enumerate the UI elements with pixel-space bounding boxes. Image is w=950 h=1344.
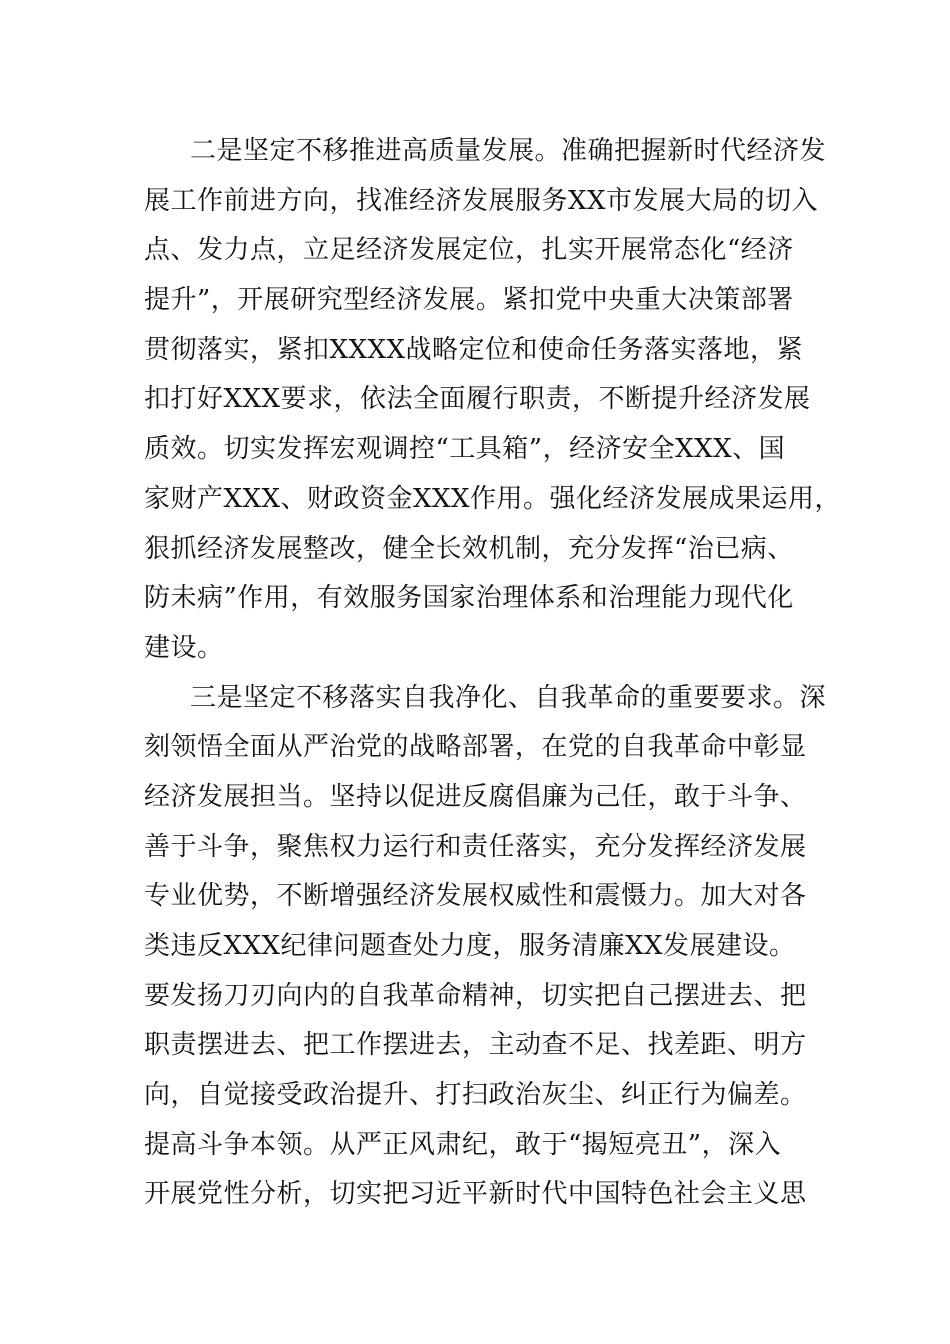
paragraph-2 — [144, 674, 827, 1221]
paragraph-line: 专业优势，不断增强经济发展权威性和震慑力。加大对各 — [144, 881, 807, 912]
paragraph-line: 提高斗争本领。从严正风肃纪，敢于“揭短亮丑”，深入 — [144, 1129, 782, 1160]
document-body — [144, 127, 842, 1220]
paragraph-line: 类违反XXX纪律问题查处力度，服务清廉XX发展建设。 — [144, 931, 796, 961]
paragraph-line: 开展党性分析，切实把习近平新时代中国特色社会主义思 — [144, 1179, 807, 1210]
paragraph-line: 三是坚定不移落实自我净化、自我革命的重要要求。深 — [190, 682, 827, 713]
paragraph-line: 扣打好XXX要求，依法全面履行职责，不断提升经济发展 — [144, 384, 811, 415]
paragraph-line: 家财产XXX、财政资金XXX作用。强化经济发展成果运用， — [144, 483, 842, 514]
paragraph-line: 贯彻落实，紧扣XXXX战略定位和使命任务落实落地，紧 — [144, 334, 804, 365]
paragraph-line: 展工作前进方向，找准经济发展服务XX市发展大局的切入 — [144, 185, 819, 216]
paragraph-line: 二是坚定不移推进高质量发展。准确把握新时代经济发 — [190, 136, 827, 166]
paragraph-line: 防未病”作用，有效服务国家治理体系和治理能力现代化 — [144, 583, 794, 614]
paragraph-1 — [144, 127, 842, 674]
paragraph-line: 质效。切实发挥宏观调控“工具箱”，经济安全XXX、国 — [144, 434, 786, 465]
paragraph-line: 建设。 — [144, 632, 224, 663]
paragraph-line: 提升”，开展研究型经济发展。紧扣党中央重大决策部署 — [144, 285, 794, 316]
paragraph-line: 狠抓经济发展整改，健全长效机制，充分发挥“治已病、 — [144, 533, 794, 564]
paragraph-line: 经济发展担当。坚持以促进反腐倡廉为己任，敢于斗争、 — [144, 781, 807, 812]
paragraph-line: 向，自觉接受政治提升、打扫政治灰尘、纠正行为偏差。 — [144, 1080, 807, 1111]
paragraph-line: 职责摆进去、把工作摆进去，主动查不足、找差距、明方 — [144, 1030, 807, 1061]
paragraph-line: 点、发力点，立足经济发展定位，扎实开展常态化“经济 — [144, 235, 794, 266]
paragraph-line: 要发扬刀刃向内的自我革命精神，切实把自己摆进去、把 — [144, 980, 807, 1011]
paragraph-line: 刻领悟全面从严治党的战略部署，在党的自我革命中彰显 — [144, 732, 807, 763]
paragraph-line: 善于斗争，聚焦权力运行和责任落实，充分发挥经济发展 — [144, 831, 807, 862]
